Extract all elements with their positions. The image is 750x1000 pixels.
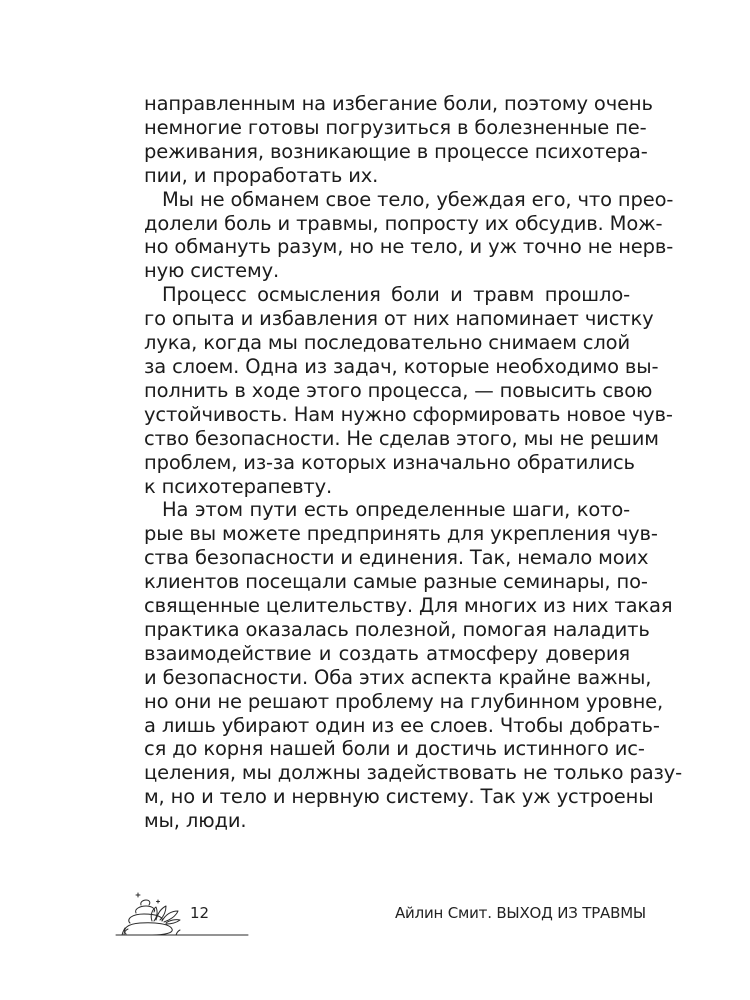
paragraph <box>144 498 683 833</box>
paragraph <box>144 92 653 188</box>
text-line: долели боль и травмы, попросту их обсудив. Мож- <box>144 211 663 235</box>
text-line: целения, мы должны задействовать не только разу- <box>144 761 683 785</box>
text-line: реживания, возникающие в процессе психотера- <box>144 139 648 163</box>
text-line: лука, когда мы последовательно снимаем слой <box>144 331 630 355</box>
body-text <box>144 92 683 833</box>
text-line: мы, люди. <box>144 809 247 833</box>
stacked-stones-lotus-icon <box>112 880 252 942</box>
text-line: го опыта и избавления от них напоминает чистку <box>144 307 654 331</box>
page-footer <box>0 880 750 950</box>
text-line: немногие готовы погрузиться в болезненные пе- <box>144 115 647 139</box>
text-line: но они не решают проблему на глубинном уровне, <box>144 689 664 713</box>
text-line: за слоем. Одна из задач, которые необходимо вы- <box>144 354 659 378</box>
text-line: Мы не обманем свое тело, убеждая его, что прео- <box>162 187 674 211</box>
text-line: ную систему. <box>144 259 280 283</box>
text-line: священные целительству. Для многих из них такая <box>144 594 673 618</box>
text-line: направленным на избегание боли, поэтому очень <box>144 92 653 115</box>
text-line: клиентов посещали самые разные семинары, по- <box>144 570 648 594</box>
text-line: взаимодействие и создать атмосферу доверия <box>144 641 630 665</box>
paragraph <box>144 187 674 284</box>
text-line: и безопасности. Оба этих аспекта крайне важны, <box>144 665 652 689</box>
text-line: проблем, из-за которых изначально обратились <box>144 450 635 474</box>
page-number: 12 <box>190 904 210 922</box>
text-line: рые вы можете предпринять для укрепления чув- <box>144 522 658 546</box>
text-line: но обмануть разум, но не тело, и уж точно не нерв- <box>144 235 674 259</box>
text-line: ся до корня нашей боли и достичь истинного ис- <box>144 737 645 761</box>
running-title: Айлин Смит. ВЫХОД ИЗ ТРАВМЫ <box>395 904 646 922</box>
text-line: устойчивость. Нам нужно сформировать новое чув- <box>144 402 673 426</box>
text-line: ство безопасности. Не сделав этого, мы не решим <box>144 426 659 450</box>
text-line: полнить в ходе этого процесса, — повысить свою <box>144 378 653 402</box>
text-line: практика оказалась полезной, помогая наладить <box>144 617 650 641</box>
text-line: ства безопасности и единения. Так, немало моих <box>144 546 649 570</box>
text-line: На этом пути есть определенные шаги, кото- <box>162 498 630 522</box>
text-line: а лишь убирают один из ее слоев. Чтобы добрать- <box>144 713 660 737</box>
text-line: Процесс осмысления боли и травм прошло- <box>162 283 630 307</box>
text-line: пии, и проработать их. <box>144 163 379 187</box>
text-line: к психотерапевту. <box>144 474 333 498</box>
paragraph <box>144 283 673 498</box>
text-line: м, но и тело и нервную систему. Так уж устроены <box>144 785 654 809</box>
